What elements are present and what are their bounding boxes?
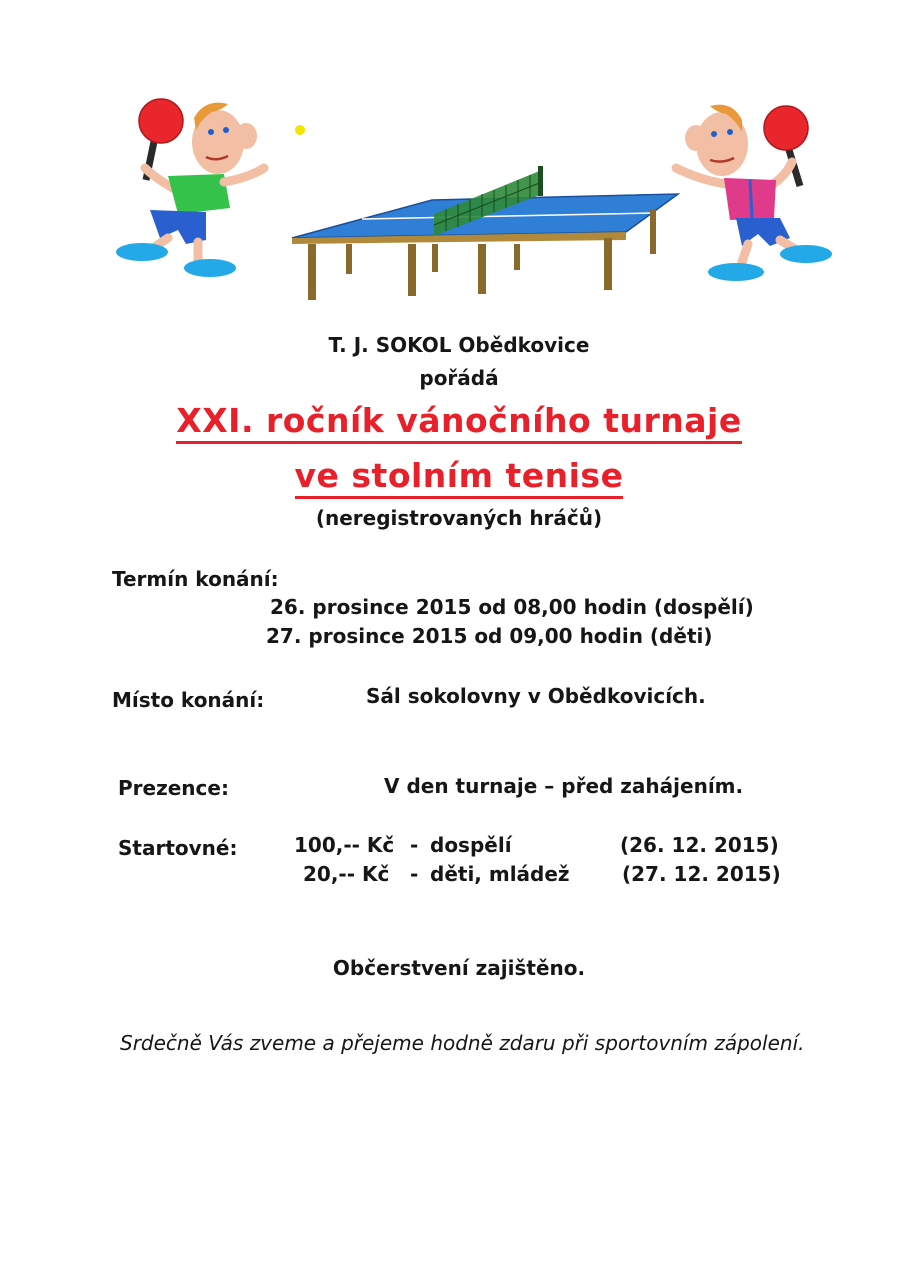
ping-pong-table-icon	[292, 166, 678, 300]
event-subtitle: (neregistrovaných hráčů)	[315, 506, 603, 530]
refreshments-note: Občerstvení zajištěno.	[332, 956, 586, 980]
fee-date: (27. 12. 2015)	[622, 862, 781, 886]
hosts-label: pořádá	[419, 366, 499, 390]
greeting-text: Srdečně Vás zveme a přejeme hodně zdaru při sportovním zápolení.	[120, 1031, 805, 1055]
registration-label: Prezence:	[118, 776, 229, 800]
event-title-line-2	[0, 456, 900, 495]
registration-value: V den turnaje – před zahájením.	[384, 774, 744, 798]
ball-icon	[295, 125, 305, 135]
fees-label: Startovné:	[118, 836, 238, 860]
fee-amount: 20,-- Kč	[303, 862, 390, 886]
venue-label: Místo konání:	[112, 688, 265, 712]
event-title-line-2-text: ve stolním tenise	[295, 456, 624, 499]
event-title-line-1-text: XXI. ročník vánočního turnaje	[176, 401, 741, 444]
fee-dash: -	[410, 833, 419, 857]
right-player-icon	[676, 105, 832, 281]
left-player-icon	[116, 99, 264, 277]
ping-pong-illustration	[0, 0, 900, 320]
fee-date: (26. 12. 2015)	[620, 833, 779, 857]
fee-dash: -	[410, 862, 419, 886]
schedule-label: Termín konání:	[112, 567, 279, 591]
fee-category: dospělí	[430, 833, 512, 857]
venue-value: Sál sokolovny v Obědkovicích.	[366, 684, 706, 708]
organizer-name: T. J. SOKOL Obědkovice	[328, 333, 590, 357]
event-title-line-1	[0, 401, 900, 440]
fee-amount: 100,-- Kč	[294, 833, 395, 857]
schedule-line: 27. prosince 2015 od 09,00 hodin (děti)	[266, 624, 713, 648]
schedule-line: 26. prosince 2015 od 08,00 hodin (dospělí)	[270, 595, 754, 619]
fee-category: děti, mládež	[430, 862, 570, 886]
